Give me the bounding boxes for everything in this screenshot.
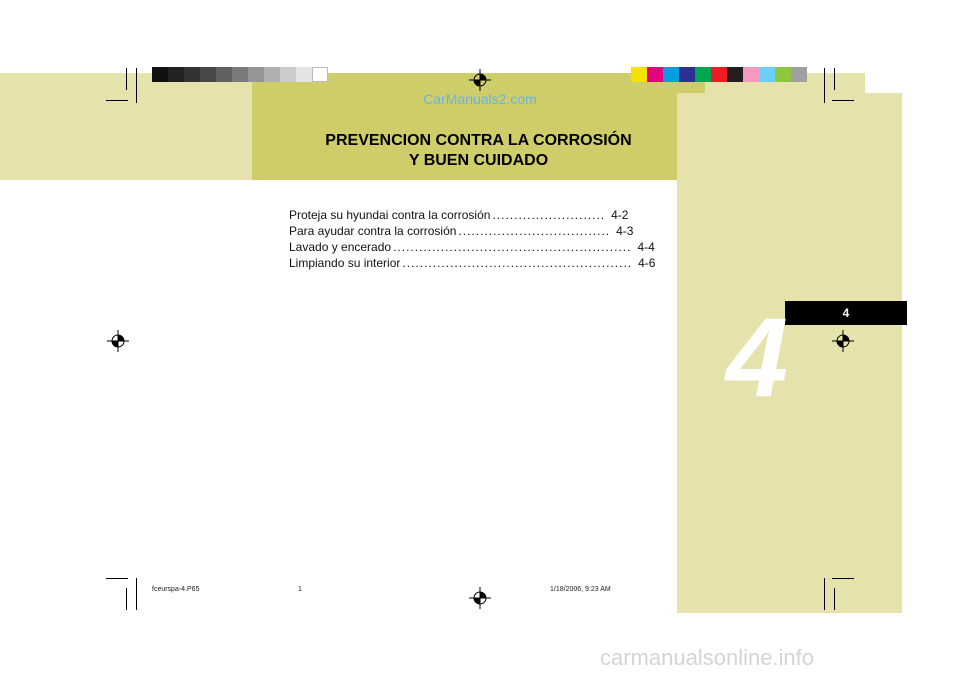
toc-leader-dots: .......................... [492, 208, 606, 222]
color-swatch [296, 67, 312, 82]
color-swatch [695, 67, 711, 82]
color-swatch [200, 67, 216, 82]
chapter-title [252, 131, 705, 171]
toc-item[interactable] [289, 240, 655, 256]
color-swatch [280, 67, 296, 82]
color-swatch [791, 67, 807, 82]
crop-mark [832, 578, 854, 579]
registration-mark-icon [468, 68, 492, 92]
color-swatch [631, 67, 647, 82]
toc-item[interactable] [289, 256, 656, 272]
color-swatch [727, 67, 743, 82]
color-swatch [168, 67, 184, 82]
color-swatch [264, 67, 280, 82]
footer-file-name: fceurspa-4.P65 [152, 586, 200, 593]
title-line-2: Y BUEN CUIDADO [408, 152, 549, 169]
watermark-text: CarManuals2.com [423, 91, 537, 107]
crop-mark [126, 588, 127, 610]
crop-mark [126, 68, 127, 90]
color-swatch [232, 67, 248, 82]
toc-item[interactable] [289, 208, 629, 224]
crop-mark [832, 100, 854, 101]
color-swatch [312, 67, 328, 82]
toc-item-title: Limpiando su interior [289, 256, 401, 270]
color-swatch [184, 67, 200, 82]
color-swatch [711, 67, 727, 82]
crop-mark [136, 68, 137, 103]
table-of-contents [289, 208, 656, 272]
toc-leader-dots: ..................................................... [402, 256, 633, 270]
footer-timestamp: 1/18/2006, 9:23 AM [550, 586, 611, 593]
color-swatch [152, 67, 168, 82]
color-swatch [663, 67, 679, 82]
footer-page-number: 1 [298, 586, 302, 593]
color-swatch [775, 67, 791, 82]
toc-leader-dots: ....................................................... [393, 240, 632, 254]
color-swatch [248, 67, 264, 82]
crop-mark [106, 100, 128, 101]
color-swatch [679, 67, 695, 82]
toc-item-page: 4-2 [611, 208, 629, 222]
toc-item[interactable] [289, 224, 634, 240]
title-line-1: PREVENCION CONTRA LA CORROSIÓN [325, 132, 632, 149]
color-swatch [216, 67, 232, 82]
site-watermark: carmanualsonline.info [600, 645, 815, 670]
crop-mark [106, 578, 128, 579]
crop-mark [824, 68, 825, 103]
toc-leader-dots: ................................... [458, 224, 611, 238]
crop-mark [834, 68, 835, 90]
registration-mark-icon [831, 329, 855, 353]
chapter-number: 4 [725, 295, 789, 420]
toc-item-title: Lavado y encerado [289, 240, 392, 254]
toc-item-title: Para ayudar contra la corrosión [289, 224, 457, 238]
color-swatch [647, 67, 663, 82]
crop-mark [824, 578, 825, 610]
toc-item-page: 4-3 [616, 224, 634, 238]
registration-mark-icon [468, 586, 492, 610]
crop-mark [136, 578, 137, 610]
registration-mark-icon [106, 329, 130, 353]
color-swatch [743, 67, 759, 82]
crop-mark [834, 588, 835, 610]
toc-item-title: Proteja su hyundai contra la corrosión [289, 208, 491, 222]
chapter-tab[interactable]: 4 [785, 301, 907, 325]
toc-item-page: 4-4 [637, 240, 655, 254]
color-swatch [759, 67, 775, 82]
toc-item-page: 4-6 [638, 256, 656, 270]
